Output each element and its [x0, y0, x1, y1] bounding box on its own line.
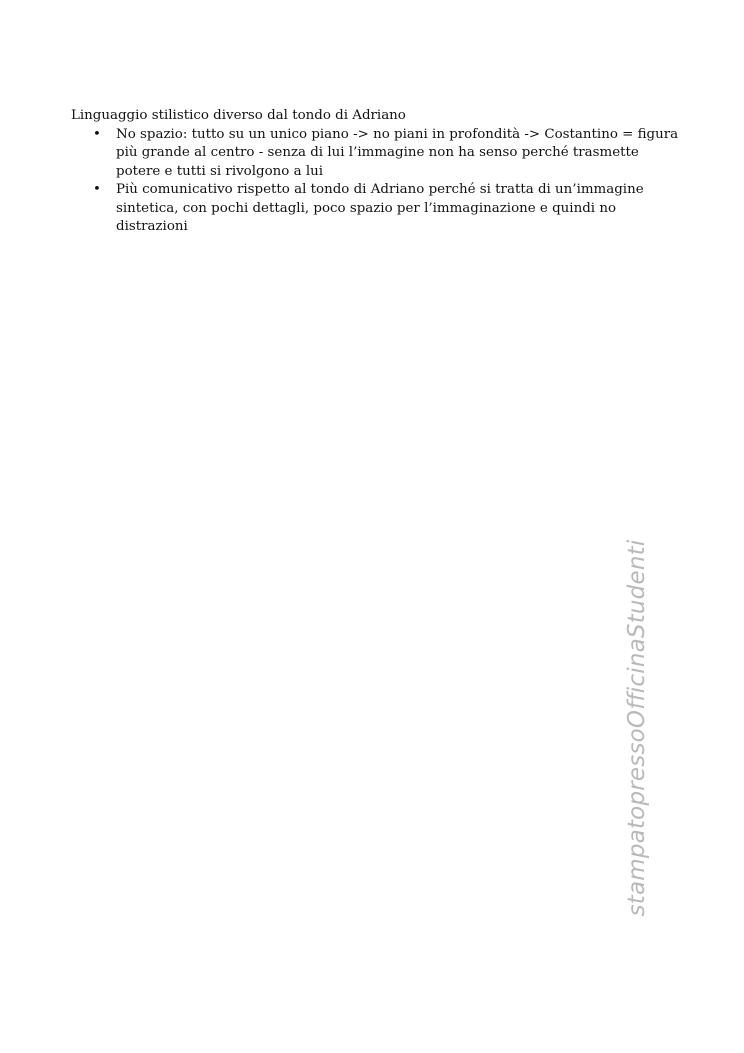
list-item-line: sintetica, con pochi dettagli, poco spazio per l’immaginazione e quindi no — [116, 200, 617, 216]
list-item-line: Più comunicativo rispetto al tondo di Adriano perché si tratta di un’immagine — [116, 182, 644, 197]
section-heading: Linguaggio stilistico diverso dal tondo di Adriano — [71, 108, 406, 123]
list-item-line: potere e tutti si rivolgono a lui — [116, 163, 324, 179]
document-body — [71, 107, 679, 237]
list-item-line: No spazio: tutto su un unico piano -> no piani in profondità -> Costantino = figura — [116, 126, 679, 142]
list-item-line: più grande al centro - senza di lui l’immagine non ha senso perché trasmette — [116, 145, 639, 160]
list-item-line: distrazioni — [116, 219, 188, 234]
bullet-list — [71, 126, 679, 237]
list-item — [71, 126, 679, 182]
watermark-text: stampatopressoOfficinaStudenti — [624, 539, 650, 917]
bullet-icon: • — [93, 182, 101, 197]
list-item — [71, 181, 671, 237]
bullet-icon: • — [93, 126, 101, 142]
